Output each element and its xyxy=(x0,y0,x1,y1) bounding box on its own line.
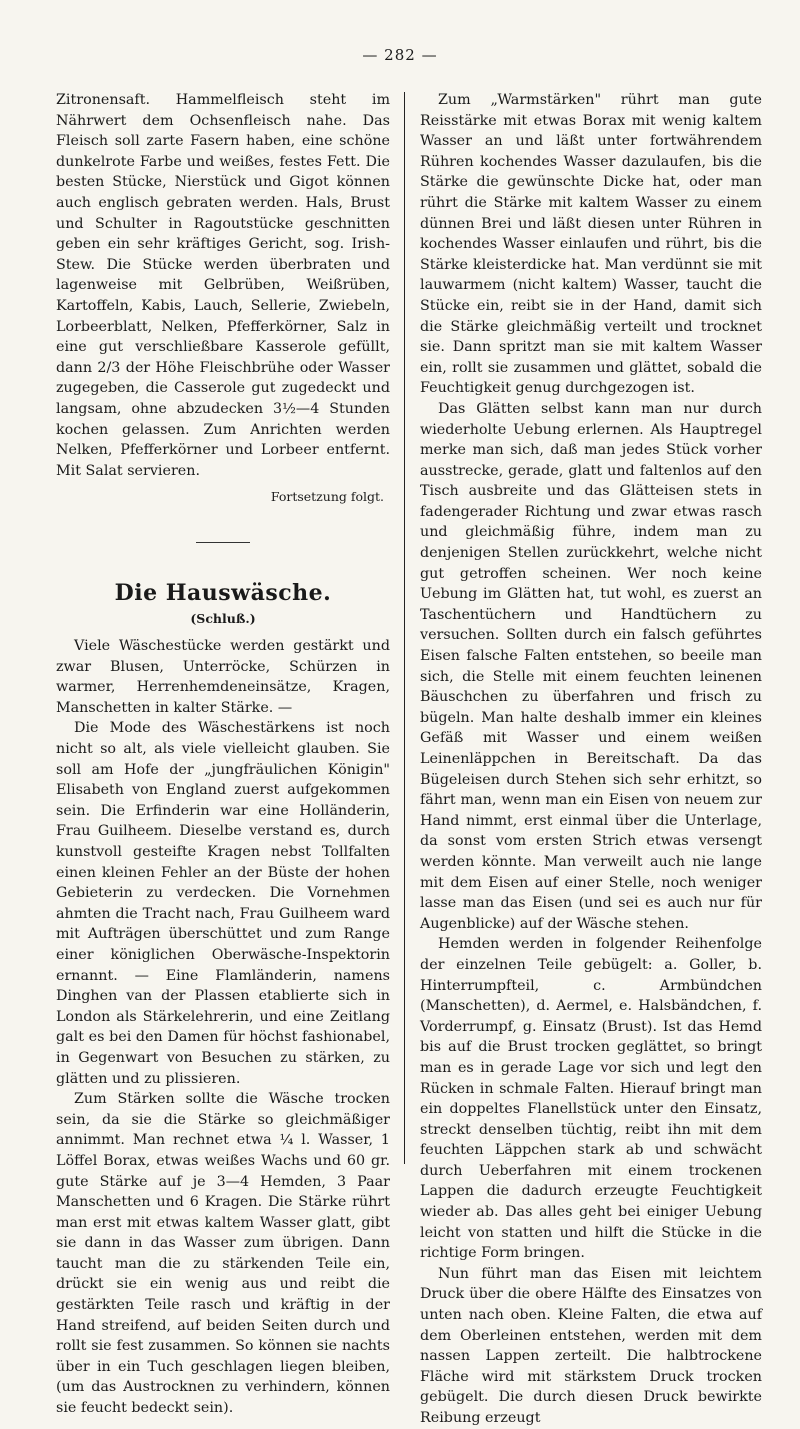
continuation-note: Fortsetzung folgt. xyxy=(270,489,384,505)
section-divider xyxy=(196,542,250,543)
article-title: Die Hauswäsche. xyxy=(114,579,332,606)
page-number: — 282 — xyxy=(362,46,438,64)
paragraph-insert-ironing: Nun führt man das Eisen mit leichtem Druck über die obere Hälfte des Einsatzes von unten nach oben. Kleine Falten, die etwa auf dem Oberleinen entstehen, werden mit dem nassen Lappen zerteilt. Die halbtrockene Fläche wird mit stärkstem Druck trocken gebügelt. Die durch diesen Druck bewirkte Reibung erzeugt xyxy=(420,1265,762,1426)
paragraph-intro: Viele Wäschestücke werden gestärkt und zwar Blusen, Unterröcke, Schürzen in warmer, Herrenhemdeneinsätze, Kragen, Manschetten in kalter Stärke. — xyxy=(56,638,390,716)
paragraph-history: Die Mode des Wäschestärkens ist noch nicht so alt, als viele vielleicht glauben. Sie soll am Hofe der „jungfräulichen Königin" Elisabeth von England zuerst aufgekommen sein. Die Erfinderin war eine Holländerin, Frau Guilheem. Dieselbe verstand es, durch kunstvoll gesteifte Kragen nebst Tollfalten einen kleinen Fehler an der Büste der hohen Gebieterin zu verdecken. Die Vornehmen ahmten die Tracht nach, Frau Guilheem ward mit Aufträgen überschüttet und zum Range einer königlichen Oberwäsche-Inspektorin ernannt. — Eine Flamländerin, namens Dinghen van der Plassen etablierte sich in London als Stärkelehrerin, und eine Zeitlang galt es bei den Damen für höchst fashionabel, in Gegenwart von Besuchen zu stärken, zu glätten und zu plissieren. xyxy=(56,720,390,1087)
right-column xyxy=(420,90,762,1429)
paragraph-starch-recipe: Zum Stärken sollte die Wäsche trocken sein, da sie die Stärke so gleichmäßiger annimmt. Man rechnet etwa ¼ l. Wasser, 1 Löffel Borax, etwas weißes Wachs und 60 gr. gute Stärke auf je 3—4 Hemden, 3 Paar Manschetten und 6 Kragen. Die Stärke rührt man erst mit etwas kaltem Wasser glatt, gibt sie dann in das Wasser zum übrigen. Dann taucht man die zu stärkenden Teile ein, drückt sie ein wenig aus und reibt die gestärkten Teile rasch und kräftig in der Hand streifend, auf beiden Seiten durch und rollt sie fest zusammen. So können sie nachts über in ein Tuch geschlagen liegen bleiben, (um das Austrocknen zu verhindern, können sie feucht bedeckt sein). xyxy=(56,1091,390,1417)
paragraph-warm-starch: Zum „Warmstärken" rührt man gute Reisstärke mit etwas Borax mit wenig kaltem Wasser an und läßt unter fortwährendem Rühren kochendes Wasser dazulaufen, bis die Stärke die gewünschte Dicke hat, oder man rührt die Stärke mit kaltem Wasser zu einem dünnen Brei und läßt diesen unter Rühren in kochendes Wasser einlaufen und rührt, bis die Stärke kleisterdicke hat. Man verdünnt sie mit lauwarmem (nicht kaltem) Wasser, taucht die Stücke ein, reibt sie in der Hand, damit sich die Stärke gleichmäßig verteilt und trocknet sie. Dann spritzt man sie mit kaltem Wasser ein, rollt sie zusammen und glättet, sobald die Feuchtigkeit genug durchgezogen ist. xyxy=(420,92,762,397)
paragraph-hammelfleisch: Zitronensaft. Hammelfleisch steht im Nährwert dem Ochsenfleisch nahe. Das Fleisch soll zarte Fasern haben, eine schöne dunkelrote Farbe und weißes, festes Fett. Die besten Stücke, Nierstück und Gigot können auch englisch gebraten werden. Hals, Brust und Schulter in Ragoutstücke geschnitten geben ein sehr kräftiges Gericht, sog. Irish-Stew. Die Stücke werden überbraten und lagenweise mit Gelbrüben, Weißrüben, Kartoffeln, Kabis, Lauch, Sellerie, Zwiebeln, Lorbeerblatt, Nelken, Pfefferkörner, Salz in eine gut verschließbare Kasserole gefüllt, dann 2/3 der Höhe Fleischbrühe oder Wasser zugegeben, die Casserole gut zugedeckt und langsam, ohne abzudecken 3½—4 Stunden kochen gelassen. Zum Anrichten werden Nelken, Pfefferkörner und Lorbeer entfernt. Mit Salat servieren. xyxy=(56,92,390,479)
paragraph-shirt-order: Hemden werden in folgender Reihenfolge der einzelnen Teile gebügelt: a. Goller, b. Hinterrumpfteil, c. Armbündchen (Manschetten), d. Aermel, e. Halsbändchen, f. Vorderrumpf, g. Einsatz (Brust). Ist das Hemd bis auf die Brust trocken geglättet, so bringt man es in gerade Lage vor sich und legt den Rücken in schmale Falten. Hierauf bringt man ein doppeltes Flanellstück unter den Einsatz, streckt denselben tüchtig, reibt ihn mit dem feuchten Läppchen stark ab und schwächt durch Ueberfahren mit einem trockenen Lappen die dadurch erzeugte Feuchtigkeit wieder ab. Das alles geht bei einiger Uebung leicht von statten und hilft die Stücke in die richtige Form bringen. xyxy=(420,936,762,1262)
paragraph-ironing: Das Glätten selbst kann man nur durch wiederholte Uebung erlernen. Als Hauptregel merke man sich, daß man jedes Stück vorher ausstrecke, gerade, glatt und faltenlos auf den Tisch ausbreite und das Glätteisen stets in fadengerader Richtung und zwar etwas rasch und gleichmäßig führe, indem man zu denjenigen Stellen zurückkehrt, welche nicht gut getroffen scheinen. Wer noch keine Uebung im Glätten hat, tut wohl, es zuerst an Taschentüchern und Handtüchern zu versuchen. Sollten durch ein falsch geführtes Eisen falsche Falten entstehen, so beeile man sich, die Stelle mit einem feuchten leinenen Bäuschchen zu überfahren und frisch zu bügeln. Man halte deshalb immer ein kleines Gefäß mit Wasser und einem weißen Leinenläppchen in Bereitschaft. Da das Bügeleisen durch Stehen sich sehr erhitzt, so fährt man, wenn man ein Eisen von neuem zur Hand nimmt, erst einmal über die Unterlage, da sonst vom ersten Strich etwas versengt werden könnte. Man verweilt auch nie lange mit dem Eisen auf einer Stelle, noch weniger lasse man das Eisen (und sei es auch nur für Augenblicke) auf der Wäsche stehen. xyxy=(420,400,762,932)
left-column xyxy=(56,90,390,1419)
article-subtitle: (Schluß.) xyxy=(190,611,256,627)
